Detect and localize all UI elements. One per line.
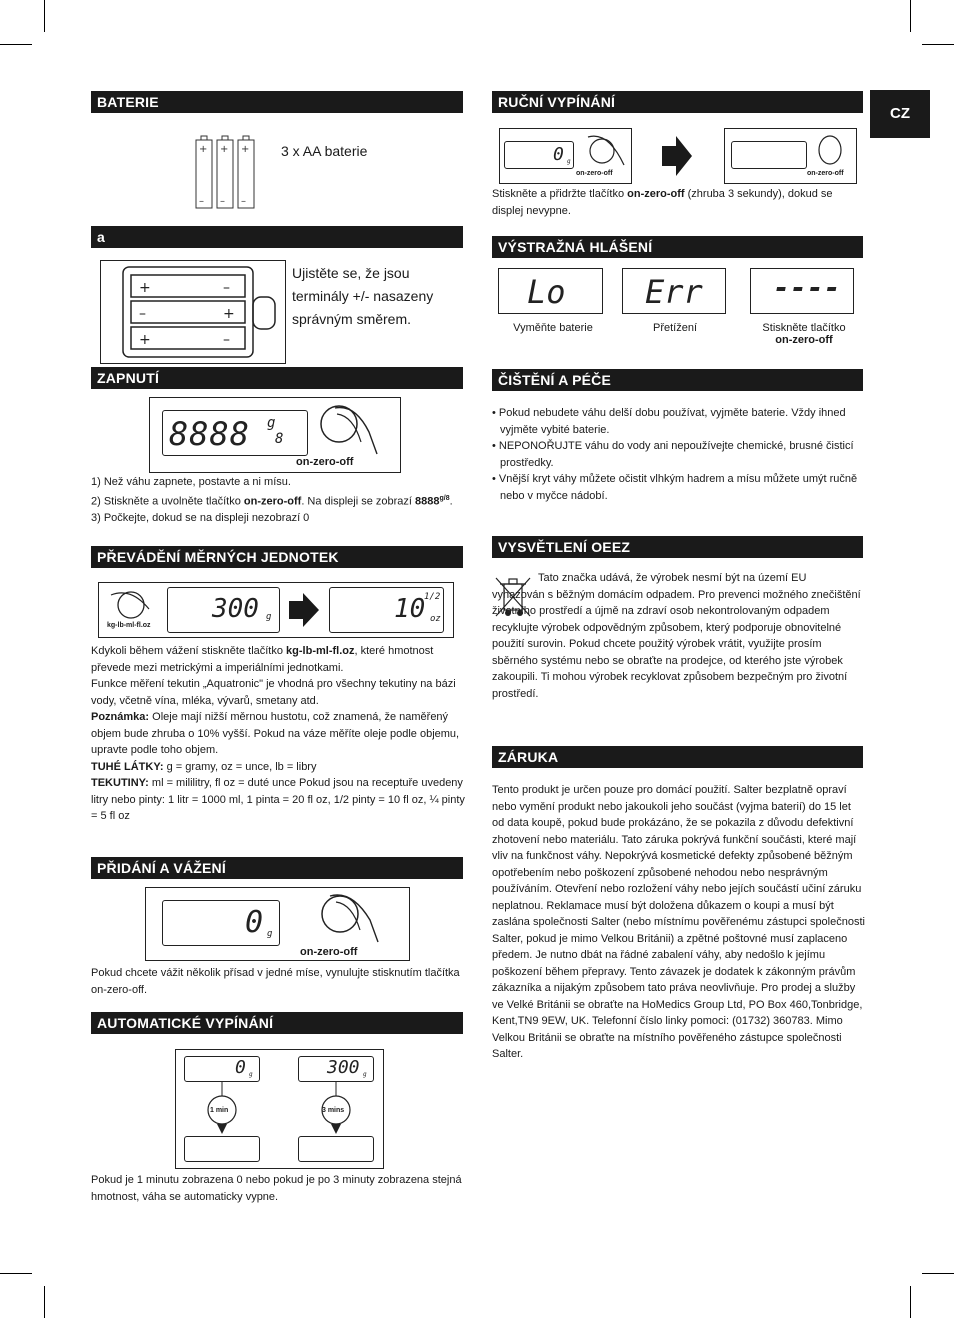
lcd-digits: 0 — [235, 1057, 246, 1078]
rucni-text — [492, 186, 862, 219]
on-zero-off-button[interactable]: on-zero-off — [296, 456, 354, 468]
liquids-text: ml = mililitry, fl oz = duté unce Pokud jsou na receptuře uvedeny litry nebo pinty: 1 litr = 1000 ml, 1 pinta = 20 fl oz, 1/2 pinty = 10 fl oz, ¼ pinty = 5 fl oz — [91, 777, 465, 822]
section-title-oeez: VYSVĚTLENÍ OEEZ — [492, 536, 863, 558]
section-title-zapnuti: ZAPNUTÍ — [91, 367, 463, 389]
step2-button-name: on-zero-off — [243, 495, 302, 508]
warning-display-lo — [498, 268, 603, 314]
zaruka-text: Tento produkt je určen pouze pro domácí použití. Salter bezplatně opraví nebo vymění produkt nebo jakoukoli jeho součást (vyjma baterií) do 15 let od data koupě, pokud bude prokázáno, že se pokazila z důvodu defektivní zhotovení nebo materiálu. Tato záruka pokrývá funkční součásti, které mají vliv na funkčnost váhy. Nepokrývá kosmetické defekty způsobené běžným opotřebením nebo poškození způsobené nehodou nebo nesprávným používáním. Otevření nebo rozložení váhy nebo jejích součástí učiní záruku neplatnou. Reklamace musí být doložena důkazem o koupi a musí být zaslána společnosti Salter (nebo místnímu pověřenému zástupci společnosti Salter, pokud je mimo Velkou Británii) a zpětné poštovné musí zaplaceno předem. Je nutno dbát na řádné zabalení váhy, aby nedošlo k jejímu poškození během přepravy. Tento závazek je dodatek k zákonným právům zákazníka a nijakým způsobem tato práva neovlivňuje. Pro prodej a služby ve Velké Británii se obraťte na HoMedics Group Ltd, PO Box 460,Tonbridge, Kent,TN9 9EW, UK. Telefonní číslo linky pomoci: (01732) 360783. Mimo Velkou Británii se obraťte na místního pověřeného zástupce společnosti Salter. — [492, 784, 865, 1060]
timer-1-min-label: 1 min — [210, 1107, 229, 1114]
crop-mark — [922, 1273, 954, 1274]
lcd-digits: Err — [645, 273, 703, 311]
list-item: • NEPONOŘUJTE váhu do vody ani nepoužívejte chemické, brusné čisticí prostředky. — [492, 440, 854, 469]
battery-orientation-text: Ujistěte se, že jsou terminály +/- nasazeny správným směrem. — [292, 265, 434, 327]
crop-mark — [910, 0, 911, 32]
crop-mark — [922, 44, 954, 45]
unit-conversion-illustration — [98, 582, 454, 638]
prevadeni-paragraph-3 — [91, 709, 465, 759]
power-on-illustration — [149, 397, 401, 473]
svg-text:–: – — [220, 196, 225, 207]
svg-text:+: + — [139, 280, 151, 296]
lcd-digits: 0 — [245, 905, 264, 940]
svg-text:–: – — [199, 196, 204, 207]
note-label: Poznámka: — [91, 711, 150, 723]
zapnuti-step-3: 3) Počkejte, dokud se na displeji nezobrazí 0 — [91, 511, 310, 524]
lcd-unit: g — [249, 1071, 253, 1078]
section-title-vystrazna: VÝSTRAŽNÁ HLÁŠENÍ — [492, 236, 863, 258]
svg-text:+: + — [223, 306, 235, 322]
solids-label: TUHÉ LÁTKY: — [91, 760, 164, 773]
step2-text: 2) Stiskněte a uvolněte tlačítko — [91, 495, 244, 508]
lcd-digits: 300 — [212, 594, 259, 624]
crop-mark — [44, 0, 45, 32]
section-title-rucni: RUČNÍ VYPÍNÁNÍ — [492, 91, 863, 113]
warning-display-dashes — [750, 268, 854, 314]
cisteni-list — [492, 405, 866, 504]
p1-text: Kdykoli během vážení stiskněte tlačítko — [91, 645, 287, 657]
lcd-display-300 — [298, 1056, 374, 1082]
lcd-display — [162, 900, 280, 946]
crop-mark — [0, 44, 32, 45]
lcd-display-off — [298, 1136, 374, 1162]
step2-display-sup: g/8 — [439, 494, 450, 502]
warning-caption-err: Přetížení — [652, 322, 698, 334]
aa-batteries-illustration — [193, 134, 257, 212]
prevadeni-paragraph-5 — [91, 775, 465, 825]
lcd-unit: g — [567, 158, 571, 165]
svg-text:–: – — [139, 306, 146, 322]
warning-caption-dashes — [750, 322, 858, 346]
section-title-baterie: BATERIE — [91, 91, 463, 113]
p1-text-b: , které hmotnost převede mezi metrickými a imperiálními jednotkami. — [91, 645, 434, 674]
liquids-label: TEKUTINY: — [91, 777, 149, 789]
lcd-digits: 8888 — [169, 415, 251, 453]
zapnuti-steps — [91, 474, 463, 526]
rucni-button-name: on-zero-off — [627, 188, 685, 200]
warning-caption-text: Stiskněte tlačítko — [762, 322, 846, 334]
lcd-digits: Lo — [527, 273, 566, 311]
kg-lb-ml-floz-button[interactable]: kg-lb-ml-fl.oz — [107, 622, 151, 629]
lcd-unit: g — [267, 929, 273, 939]
warning-caption-lo: Vyměňte baterie — [513, 322, 593, 334]
lcd-unit-8: 8 — [275, 431, 284, 447]
list-item: • Vnější kryt váhy můžete očistit vlhkým hadrem a mísu můžete umýt ručně nebo v myčce nádobí. — [492, 473, 858, 502]
on-zero-off-button[interactable]: on-zero-off — [576, 170, 613, 177]
finger-press-icon — [580, 131, 630, 171]
prevadeni-paragraph-2: Funkce měření tekutin „Aquatronic" je vhodná pro všechny tekutiny na bázi vody, včetně vína, mléka, vývarů, smetany atd. — [91, 678, 456, 707]
language-tag: CZ — [870, 90, 930, 138]
manual-off-after-illustration — [724, 128, 857, 184]
section-title-prevadeni: PŘEVÁDĚNÍ MĚRNÝCH JEDNOTEK — [91, 546, 463, 568]
lcd-unit: g — [266, 612, 272, 622]
section-title-pridani: PŘIDÁNÍ A VÁŽENÍ — [91, 857, 463, 879]
button-outline-icon — [817, 133, 843, 167]
finger-press-icon — [107, 587, 157, 621]
step2-text-b: . Na displeji se zobrazí — [301, 495, 416, 508]
svg-text:–: – — [223, 280, 230, 296]
lcd-unit-g: g — [267, 415, 276, 431]
lcd-display — [504, 141, 574, 169]
lcd-display-zero — [184, 1056, 260, 1082]
rucni-text-c: (zhruba 3 sekundy), dokud se displej nevypne. — [492, 188, 833, 217]
pridani-text: Pokud chcete vážit několik přísad v jedné míse, vynulujte stisknutím tlačítka on-zero-off. — [91, 967, 460, 996]
zapnuti-step-1: 1) Než váhu zapnete, postavte a ni mísu. — [91, 476, 291, 488]
auto-off-illustration — [175, 1049, 384, 1169]
batteries-label: 3 x AA baterie — [281, 143, 368, 159]
lcd-display-off — [184, 1136, 260, 1162]
solids-text: g = gramy, oz = unce, lb = libry — [163, 760, 317, 773]
warning-caption-button: on-zero-off — [775, 334, 833, 346]
section-title-a: a — [91, 226, 463, 248]
list-item: • Pokud nebudete váhu delší dobu používat, vyjměte baterie. Vždy ihned vyjměte vybité baterie. — [492, 407, 846, 436]
lcd-display — [162, 410, 308, 456]
lcd-display-grams — [167, 587, 280, 633]
on-zero-off-button[interactable]: on-zero-off — [807, 170, 844, 177]
add-and-weigh-illustration — [145, 887, 410, 961]
section-title-auto: AUTOMATICKÉ VYPÍNÁNÍ — [91, 1012, 463, 1034]
note-text: Oleje mají nižší měrnou hustotu, což znamená, že naměřený objem bude zhruba o 10% vyšší. Pokud na váze měříte oleje podle objemu, upravte podle toho objem. — [91, 711, 460, 756]
lcd-unit: g — [363, 1071, 367, 1078]
lcd-display-ounces — [329, 587, 444, 633]
lcd-digits: 300 — [327, 1057, 360, 1078]
auto-text: Pokud je 1 minutu zobrazena 0 nebo pokud je po 3 minuty zobrazena stejná hmotnost, váha se automaticky vypne. — [91, 1174, 462, 1203]
svg-text:+: + — [199, 144, 208, 155]
manual-off-before-illustration — [499, 128, 632, 184]
svg-text:–: – — [223, 332, 230, 348]
svg-text:+: + — [139, 332, 151, 348]
warning-display-err — [622, 268, 726, 314]
finger-press-icon — [315, 402, 385, 458]
zapnuti-step-2 — [91, 491, 463, 510]
oeez-text: Tato značka udává, že výrobek nesmí být na území EU vyhazován s běžným domácím odpadem. Pro prevenci možného znečištění životního prostředí a újmě na zdraví osob nekontrolovaným odpadem recyklujte výrobek odpovědným způsobem, který podporuje obnovitelné použití surovin. Pokud chcete použitý výrobek vrátit, využijte prosím sběrného systému nebo se obraťte na prodejce, od kterého jste výrobek zakoupili. Ti mohou výrobek recyklovat způsobem bezpečným pro životní prostředí. — [492, 572, 861, 700]
finger-press-icon — [306, 890, 386, 946]
step2-text-end: . — [449, 495, 453, 508]
crop-mark — [44, 1286, 45, 1318]
arrow-right-icon — [662, 136, 694, 176]
lcd-digits: 0 — [553, 144, 564, 165]
lcd-unit: oz — [430, 614, 441, 624]
prevadeni-text — [91, 643, 465, 825]
prevadeni-paragraph-4 — [91, 759, 465, 776]
lcd-digits: ---- — [773, 271, 841, 304]
section-title-cisteni: ČIŠTĚNÍ A PÉČE — [492, 369, 863, 391]
svg-text:–: – — [241, 196, 246, 207]
arrow-right-icon — [289, 593, 321, 627]
lcd-digits: 10 — [394, 594, 426, 624]
battery-compartment-illustration — [100, 260, 286, 364]
prevadeni-paragraph-1 — [91, 643, 465, 676]
crop-mark — [910, 1286, 911, 1318]
svg-text:+: + — [220, 144, 229, 155]
p1-button: kg-lb-ml-fl.oz — [286, 645, 355, 657]
section-title-zaruka: ZÁRUKA — [492, 746, 863, 768]
on-zero-off-button[interactable]: on-zero-off — [300, 946, 358, 958]
timer-3-mins-label: 3 mins — [322, 1107, 345, 1114]
crop-mark — [0, 1273, 32, 1274]
rucni-text-a: Stiskněte a přidržte tlačítko — [492, 188, 628, 200]
svg-text:+: + — [241, 144, 250, 155]
lcd-fraction: 1/2 — [424, 592, 441, 602]
timer-icons — [176, 1080, 384, 1136]
lcd-display-off — [731, 141, 807, 169]
step2-display-value: 8888 — [415, 495, 440, 508]
